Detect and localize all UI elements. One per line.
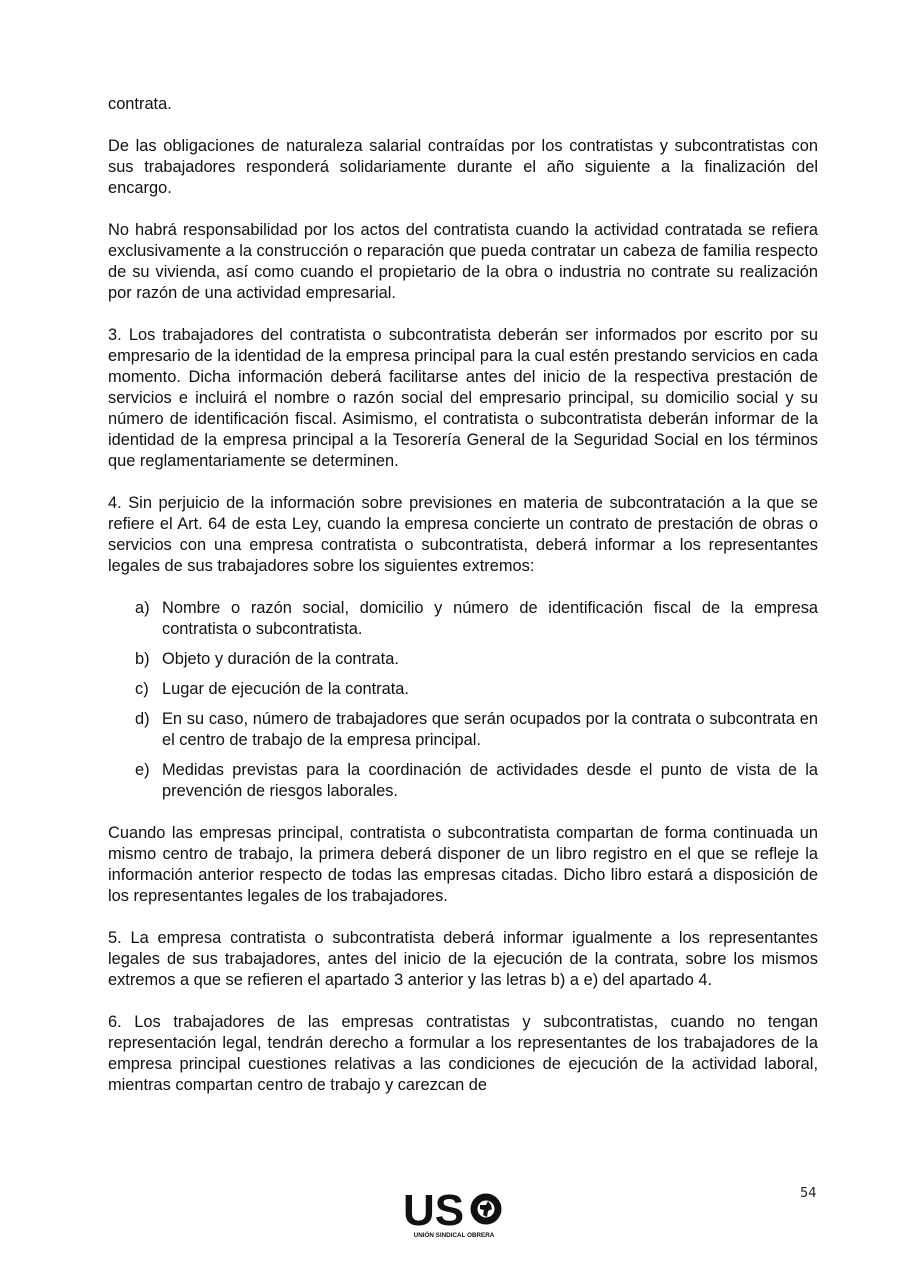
paragraph: No habrá responsabilidad por los actos del contratista cuando la actividad contratada se refiera exclusivamente a la construcción o reparación que pueda contratar un cabeza de familia respecto de su vivienda, así como cuando el propietario de la obra o industria no contrate su realización por razón de una actividad empresarial.	[108, 221, 818, 302]
list-item-text: En su caso, número de trabajadores que serán ocupados por la contrata o subcontrata en el centro de trabajo de la empresa principal.	[162, 710, 818, 749]
list-item-label: c)	[135, 680, 149, 698]
list-item-label: e)	[135, 761, 150, 779]
list-item-label: a)	[135, 599, 150, 617]
paragraph: 5. La empresa contratista o subcontratista deberá informar igualmente a los representantes legales de sus trabajadores, antes del inicio de la ejecución de la contrata, sobre los mismos extremos a que se refieren el apartado 3 anterior y las letras b) a e) del apartado 4.	[108, 929, 818, 989]
list-item	[108, 709, 818, 751]
document-body	[108, 94, 818, 1117]
list-item	[108, 679, 818, 700]
list-item	[108, 760, 818, 802]
list-item-label: b)	[135, 650, 150, 668]
list-item-text: Medidas previstas para la coordinación de actividades desde el punto de vista de la prevención de riesgos laborales.	[162, 761, 818, 800]
list-item-label: d)	[135, 710, 150, 728]
list-item-text: Lugar de ejecución de la contrata.	[162, 680, 409, 698]
list-item	[108, 598, 818, 640]
paragraph: contrata.	[108, 95, 172, 113]
list-item-text: Objeto y duración de la contrata.	[162, 650, 399, 668]
paragraph: Cuando las empresas principal, contratista o subcontratista compartan de forma continuada un mismo centro de trabajo, la primera deberá disponer de un libro registro en el que se refleje la información anterior respecto de todas las empresas citadas. Dicho libro estará a disposición de los representantes legales de los trabajadores.	[108, 824, 818, 905]
extremos-list	[108, 598, 818, 802]
paragraph: 3. Los trabajadores del contratista o subcontratista deberán ser informados por escrito por su empresario de la identidad de la empresa principal para la cual estén prestando servicios en cada momento. Dicha información deberá facilitarse antes del inicio de la respectiva prestación de servicios e incluirá el nombre o razón social del empresario principal, su domicilio social y su número de identificación fiscal. Asimismo, el contratista o subcontratista deberán informar de la identidad de la empresa principal a la Tesorería General de la Seguridad Social en los términos que reglamentariamente se determinen.	[108, 326, 818, 470]
list-item	[108, 649, 818, 670]
list-item-text: Nombre o razón social, domicilio y número de identificación fiscal de la empresa contratista o subcontratista.	[162, 599, 818, 638]
uso-logo-letters: US	[403, 1188, 465, 1235]
uso-logo	[402, 1188, 506, 1240]
uso-logo-subtitle: UNIÓN SINDICAL OBRERA	[413, 1232, 495, 1239]
uso-logo-o-emblem	[471, 1194, 502, 1225]
paragraph: 4. Sin perjuicio de la información sobre previsiones en materia de subcontratación a la que se refiere el Art. 64 de esta Ley, cuando la empresa concierte un contrato de prestación de obras o servicios con una empresa contratista o subcontratista, deberá informar a los representantes legales de sus trabajadores sobre los siguientes extremos:	[108, 494, 818, 575]
paragraph: De las obligaciones de naturaleza salarial contraídas por los contratistas y subcontratistas con sus trabajadores responderá solidariamente durante el año siguiente a la finalización del encargo.	[108, 137, 818, 197]
page-number: 54	[800, 1186, 817, 1201]
paragraph: 6. Los trabajadores de las empresas contratistas y subcontratistas, cuando no tengan representación legal, tendrán derecho a formular a los representantes de los trabajadores de la empresa principal cuestiones relativas a las condiciones de ejecución de la actividad laboral, mientras compartan centro de trabajo y carezcan de	[108, 1013, 818, 1094]
